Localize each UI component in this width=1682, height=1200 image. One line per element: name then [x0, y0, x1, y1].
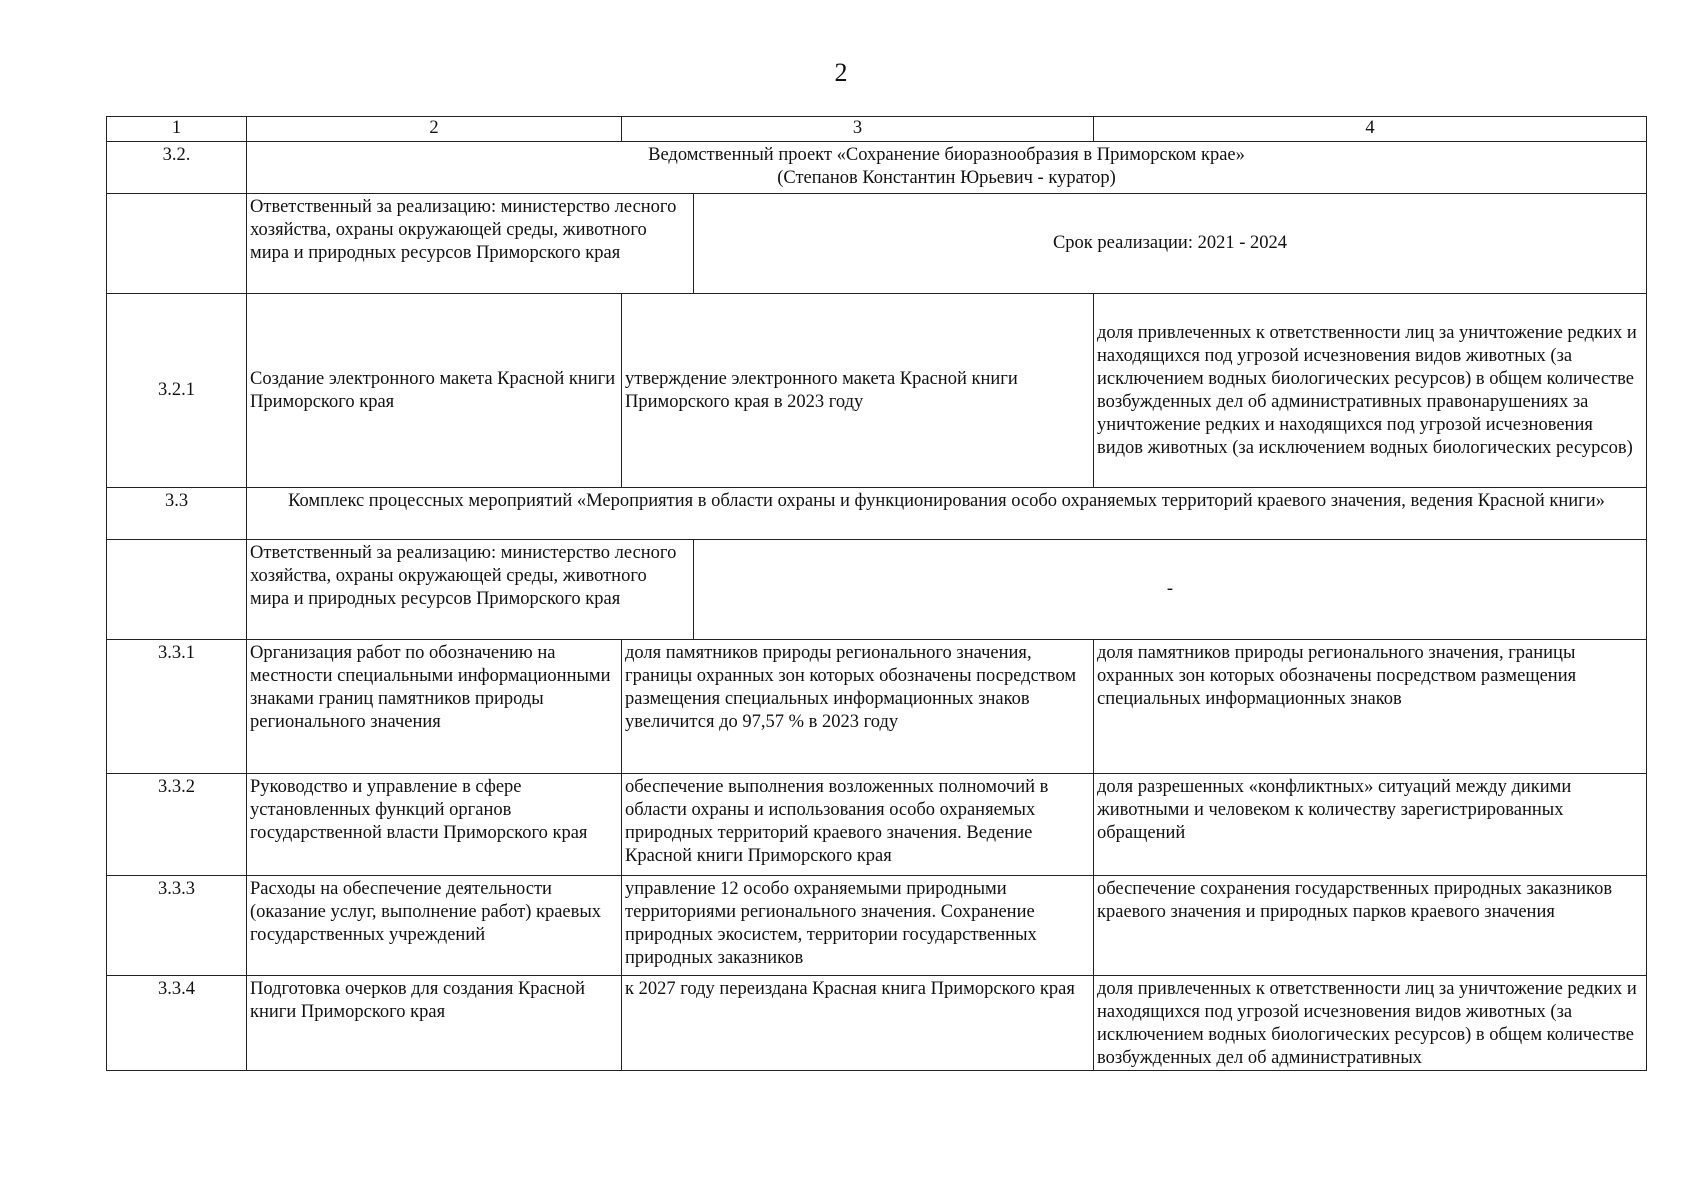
section-title: Комплекс процессных мероприятий «Мероприятия в области охраны и функционирования особо охраняемых территорий краевого значения, ведения Красной книги»: [247, 488, 1647, 540]
row-number: 3.3.4: [107, 976, 247, 1071]
responsible-text: Ответственный за реализацию: министерство лесного хозяйства, охраны окружающей среды, животного мира и природных ресурсов Приморского края: [247, 194, 694, 294]
section-title-cell: [247, 142, 1647, 194]
table-row: [107, 976, 1647, 1071]
column-header-1: 1: [107, 117, 247, 142]
row-number: 3.3.3: [107, 876, 247, 976]
row-measure: Создание электронного макета Красной книги Приморского края: [247, 294, 622, 488]
row-number: 3.3.2: [107, 774, 247, 876]
row-indicator: доля разрешенных «конфликтных» ситуаций между дикими животными и человеком к количеству зарегистрированных обращений: [1094, 774, 1647, 876]
section-number: 3.3: [107, 488, 247, 540]
table-row: [107, 640, 1647, 774]
row-indicator: доля привлеченных к ответственности лиц за уничтожение редких и находящихся под угрозой исчезновения видов животных (за исключением водных биологических ресурсов) в общем количестве возбужденных дел об административных: [1097, 979, 1637, 1068]
section-number: 3.2.: [107, 142, 247, 194]
row-result: к 2027 году переиздана Красная книга Приморского края: [622, 976, 1094, 1071]
row-indicator: доля привлеченных к ответственности лиц за уничтожение редких и находящихся под угрозой исчезновения видов животных (за исключением водных биологических ресурсов) в общем количестве возбужденных дел об административных правонарушениях за уничтожение редких и находящихся под угрозой исчезновения видов животных (за исключением водных биологических ресурсов): [1094, 294, 1647, 488]
row-result: утверждение электронного макета Красной книги Приморского края в 2023 году: [622, 294, 1094, 488]
page-number: 2: [834, 58, 848, 87]
section-row: [107, 142, 1647, 194]
row-number: 3.3.1: [107, 640, 247, 774]
section-row: [107, 488, 1647, 540]
row-indicator: обеспечение сохранения государственных природных заказников краевого значения и природных парков краевого значения: [1094, 876, 1647, 976]
section-subtitle: (Степанов Константин Юрьевич - куратор): [777, 168, 1116, 188]
responsible-row: [107, 194, 1647, 294]
row-result: обеспечение выполнения возложенных полномочий в области охраны и использования особо охраняемых природных территорий краевого значения. Ведение Красной книги Приморского края: [622, 774, 1094, 876]
term-text: -: [694, 540, 1647, 640]
table-row: [107, 294, 1647, 488]
responsible-row: [107, 540, 1647, 640]
column-header-row: [107, 117, 1647, 142]
column-header-3: 3: [622, 117, 1094, 142]
column-header-4: 4: [1094, 117, 1647, 142]
table-row: [107, 774, 1647, 876]
column-header-2: 2: [247, 117, 622, 142]
row-number: 3.2.1: [107, 294, 247, 488]
row-result: доля памятников природы регионального значения, границы охранных зон которых обозначены посредством размещения специальных информационных знаков увеличится до 97,57 % в 2023 году: [622, 640, 1094, 774]
row-measure: Расходы на обеспечение деятельности (оказание услуг, выполнение работ) краевых государственных учреждений: [247, 876, 622, 976]
row-result: управление 12 особо охраняемыми природными территориями регионального значения. Сохранение природных экосистем, территории государственных природных заказников: [622, 876, 1094, 976]
term-text: Срок реализации: 2021 - 2024: [694, 194, 1647, 294]
row-measure: Руководство и управление в сфере установленных функций органов государственной власти Приморского края: [247, 774, 622, 876]
row-indicator: доля памятников природы регионального значения, границы охранных зон которых обозначены посредством размещения специальных информационных знаков: [1094, 640, 1647, 774]
responsible-text: Ответственный за реализацию: министерство лесного хозяйства, охраны окружающей среды, животного мира и природных ресурсов Приморского края: [247, 540, 694, 640]
row-measure: Подготовка очерков для создания Красной книги Приморского края: [247, 976, 622, 1071]
section-title: Ведомственный проект «Сохранение биоразнообразия в Приморском крае»: [648, 145, 1245, 165]
measures-table: [106, 116, 1647, 1071]
row-measure: Организация работ по обозначению на местности специальными информационными знаками границ памятников природы регионального значения: [247, 640, 622, 774]
table-row: [107, 876, 1647, 976]
